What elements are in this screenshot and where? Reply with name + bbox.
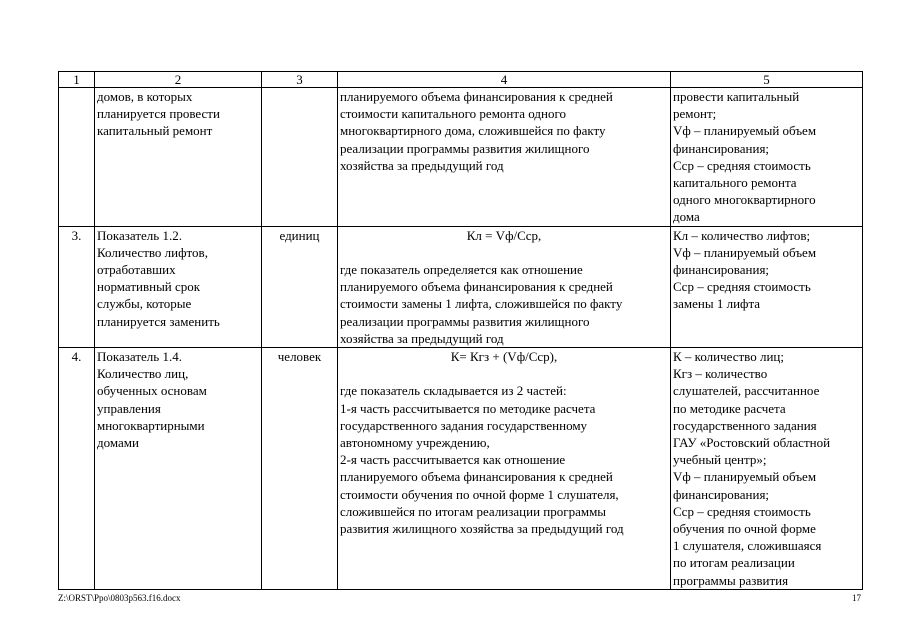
column-number-3: 3 — [262, 72, 338, 88]
indicator-name: Показатель 1.4. Количество лиц, обученных основам управления многоквартирными домами — [95, 348, 262, 590]
calculation-method — [338, 88, 671, 227]
formula: К= Кгз + (Vф/Cср), — [450, 349, 558, 365]
method-description: планируемого объема финансирования к средней стоимости капитального ремонта одного многоквартирного дома, сложившейся по факту реализации программы развития жилищного хозяйства за предыдущий год — [340, 89, 613, 173]
notation-notes: К – количество лиц; Кгз – количество слушателей, рассчитанное по методике расчета государственного задания ГАУ «Ростовский областной учебный центр»; Vф – планируемый объем финансирования; Cср – средняя стоимость обучения по очной форме 1 слушателя, сложившаяся по итогам реализации программы развития — [671, 348, 863, 590]
table-row — [59, 226, 863, 347]
column-number-5: 5 — [671, 72, 863, 88]
row-number: 4. — [59, 348, 95, 590]
indicator-name: Показатель 1.2. Количество лифтов, отработавших нормативный срок службы, которые планируется заменить — [95, 226, 262, 347]
notation-notes: провести капитальный ремонт; Vф – планируемый объем финансирования; Cср – средняя стоимость капитального ремонта одного многоквартирного дома — [671, 88, 863, 227]
calculation-method — [338, 348, 671, 590]
row-number — [59, 88, 95, 227]
row-number: 3. — [59, 226, 95, 347]
notation-notes: Кл – количество лифтов; Vф – планируемый объем финансирования; Cср – средняя стоимость замены 1 лифта — [671, 226, 863, 347]
column-number-4: 4 — [338, 72, 671, 88]
indicator-name: домов, в которых планируется провести капитальный ремонт — [95, 88, 262, 227]
table-row — [59, 348, 863, 590]
unit-of-measure: человек — [262, 348, 338, 590]
indicators-table — [58, 71, 863, 590]
calculation-method — [338, 226, 671, 347]
column-number-1: 1 — [59, 72, 95, 88]
formula: Кл = Vф/Cср, — [466, 227, 542, 243]
unit-of-measure — [262, 88, 338, 227]
column-number-2: 2 — [95, 72, 262, 88]
page-number: 17 — [852, 593, 861, 603]
method-description: где показатель складывается из 2 частей: 1-я часть рассчитывается по методике расчета государственного задания государственному автономному учреждению, 2-я часть рассчитывается как отношение планируемого объема финансирования к средней стоимости обучения по очной форме 1 слушателя, сложившейся по итогам реализации программы развития жилищного хозяйства за предыдущий год — [340, 383, 624, 537]
method-description: где показатель определяется как отношение планируемого объема финансирования к средней стоимости замены 1 лифта, сложившейся по факту реализации программы развития жилищного хозяйства за предыдущий год — [340, 262, 623, 346]
unit-of-measure: единиц — [262, 226, 338, 347]
table-header-row — [59, 72, 863, 88]
footer-file-path: Z:\ORST\Ppo\0803p563.f16.docx — [58, 593, 181, 603]
table-row — [59, 88, 863, 227]
